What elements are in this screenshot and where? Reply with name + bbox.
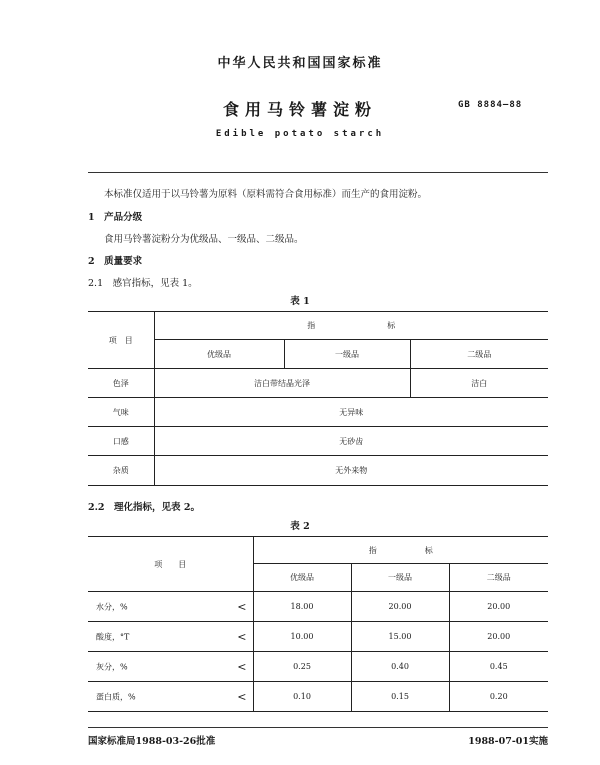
table-2-row-label (88, 652, 253, 682)
table-cell: 20.00 (449, 592, 548, 622)
less-than-symbol: < (237, 600, 247, 613)
table-row (88, 652, 548, 682)
table-cell: 0.25 (253, 652, 351, 682)
table-1-row-label: 色泽 (88, 369, 154, 398)
table-row (88, 427, 548, 456)
table-cell: 10.00 (253, 622, 351, 652)
table-cell: 洁白 (410, 369, 548, 398)
less-than-symbol: < (237, 690, 247, 703)
table-2-item-header: 项 目 (88, 537, 253, 592)
table-2-grade-second: 二级品 (449, 564, 548, 592)
table-1-grade-first: 一级品 (284, 340, 410, 369)
table-1-item-header: 项 目 (88, 312, 154, 369)
title-divider (88, 172, 548, 173)
document-title-english: Edible potato starch (215, 129, 385, 139)
table-cell: 20.00 (351, 592, 449, 622)
table-1 (88, 311, 548, 486)
table-2-grade-superior: 优级品 (253, 564, 351, 592)
table-1-index-header: 指 标 (154, 312, 548, 340)
table-1-grade-second: 二级品 (410, 340, 548, 369)
intro-paragraph: 本标准仅适用于以马铃薯为原料（原料需符合食用标准）而生产的食用淀粉。 (104, 189, 428, 200)
table-2 (88, 536, 548, 712)
table-row (88, 398, 548, 427)
table-cell: 无异味 (154, 398, 548, 427)
table-1-row-label: 杂质 (88, 456, 154, 486)
table-2-row-label (88, 622, 253, 652)
section-2-1-text: 2.1 感官指标，见表 1。 (88, 278, 198, 289)
effective-date: 1988-07-01实施 (468, 736, 548, 747)
table-1-caption: 表 1 (290, 296, 310, 307)
table-cell: 0.20 (449, 682, 548, 712)
table-row (88, 682, 548, 712)
footer-divider (88, 727, 548, 728)
table-cell: 0.45 (449, 652, 548, 682)
table-cell: 18.00 (253, 592, 351, 622)
table-2-index-header: 指 标 (253, 537, 548, 564)
table-1-row-label: 口感 (88, 427, 154, 456)
row-item-label: 灰分，% (96, 662, 128, 671)
table-2-grade-first: 一级品 (351, 564, 449, 592)
section-1-body: 食用马铃薯淀粉分为优级品、一级品、二级品。 (104, 234, 304, 245)
table-2-caption: 表 2 (290, 521, 310, 532)
less-than-symbol: < (237, 630, 247, 643)
table-cell: 0.10 (253, 682, 351, 712)
table-1-row-label: 气味 (88, 398, 154, 427)
less-than-symbol: < (237, 660, 247, 673)
row-item-label: 水分，% (96, 602, 128, 611)
table-2-row-label (88, 682, 253, 712)
document-title: 食用马铃薯淀粉 (222, 100, 377, 119)
table-row (88, 369, 548, 398)
table-cell: 0.40 (351, 652, 449, 682)
section-2-2-text: 2.2 理化指标，见表 2。 (88, 502, 200, 513)
row-item-label: 酸度，°T (96, 632, 130, 641)
section-1-heading: 1 产品分级 (88, 212, 143, 223)
row-item-label: 蛋白质，% (96, 692, 136, 701)
table-row (88, 456, 548, 486)
table-1-grade-superior: 优级品 (154, 340, 284, 369)
table-cell: 洁白带结晶光泽 (154, 369, 410, 398)
section-2-heading: 2 质量要求 (88, 256, 143, 267)
table-row (88, 592, 548, 622)
table-cell: 0.15 (351, 682, 449, 712)
table-cell: 无砂齿 (154, 427, 548, 456)
table-2-row-label (88, 592, 253, 622)
table-row (88, 622, 548, 652)
table-cell: 无外来物 (154, 456, 548, 486)
standard-number: GB 8884—88 (458, 100, 523, 110)
approval-date: 国家标准局1988-03-26批准 (88, 736, 216, 747)
table-cell: 20.00 (449, 622, 548, 652)
national-standard-heading: 中华人民共和国国家标准 (217, 56, 383, 71)
table-cell: 15.00 (351, 622, 449, 652)
